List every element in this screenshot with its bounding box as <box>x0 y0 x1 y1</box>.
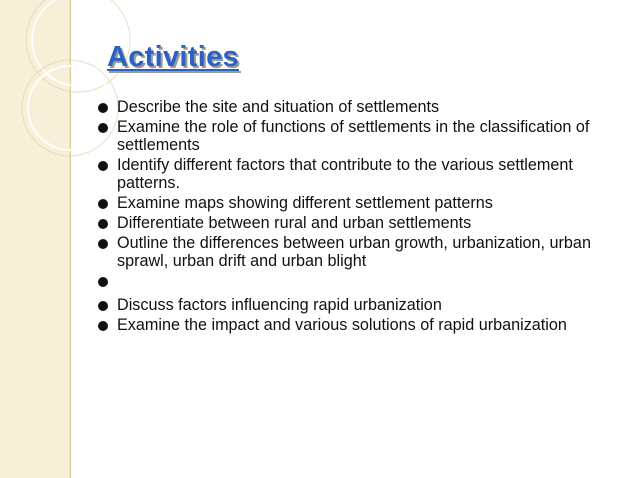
bullet-icon <box>98 301 108 311</box>
bullet-item <box>98 156 628 192</box>
bullet-icon <box>98 123 108 133</box>
bullet-icon <box>98 199 108 209</box>
slide-title: Activities <box>107 41 239 73</box>
bullet-icon <box>98 321 108 331</box>
bullet-text: Describe the site and situation of settlements <box>117 98 440 116</box>
bullet-icon <box>98 161 108 171</box>
bullet-item <box>98 98 628 116</box>
bullet-icon <box>98 239 108 249</box>
bullet-text: Examine the role of functions of settlements in the classification of settlements <box>117 118 590 154</box>
bullet-text: Discuss factors influencing rapid urbanization <box>117 296 442 314</box>
bullet-list <box>98 98 628 336</box>
bullet-item <box>98 234 628 270</box>
bullet-item <box>98 296 628 314</box>
bullet-text: Examine maps showing different settlement patterns <box>117 194 493 212</box>
bullet-item <box>98 316 628 334</box>
bullet-icon <box>98 103 108 113</box>
bullet-text: Identify different factors that contribute to the various settlement patterns. <box>117 156 573 192</box>
bullet-item <box>98 214 628 232</box>
bullet-item-empty <box>98 272 628 290</box>
bullet-icon <box>98 277 108 287</box>
bullet-text: Examine the impact and various solutions of rapid urbanization <box>117 316 567 334</box>
bullet-item <box>98 194 628 212</box>
bullet-item <box>98 118 628 154</box>
bullet-text: Outline the differences between urban growth, urbanization, urban sprawl, urban drift and urban blight <box>117 234 591 270</box>
bullet-icon <box>98 219 108 229</box>
side-panel <box>0 0 71 478</box>
bullet-text: Differentiate between rural and urban settlements <box>117 214 472 232</box>
